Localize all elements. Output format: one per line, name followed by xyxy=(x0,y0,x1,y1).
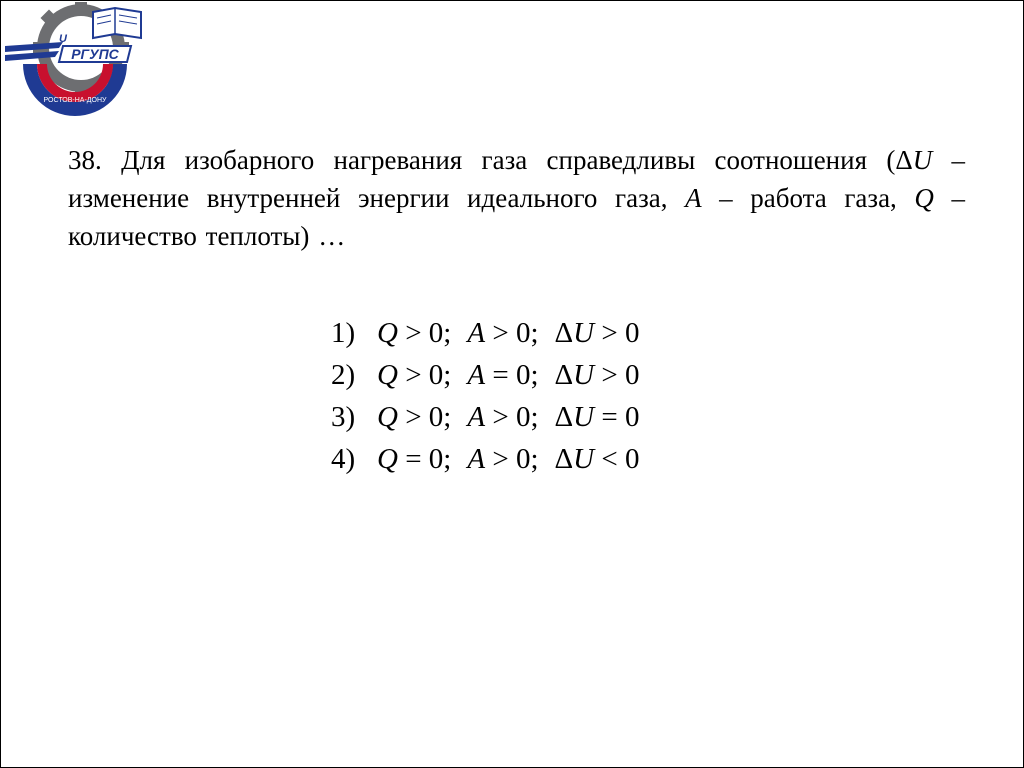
question-number: 38. xyxy=(68,145,102,175)
u-term: ΔU > 0 xyxy=(554,317,640,349)
q-term: Q > 0; xyxy=(377,317,452,349)
option-number: 3) xyxy=(331,401,356,433)
q-term: Q > 0; xyxy=(377,401,452,433)
a-term: A > 0; xyxy=(467,317,539,349)
option-2 xyxy=(331,354,639,396)
a-term: A = 0; xyxy=(467,359,539,391)
answer-options xyxy=(331,312,639,480)
svg-text:U: U xyxy=(59,33,67,45)
u-term: ΔU > 0 xyxy=(554,359,640,391)
option-4 xyxy=(331,438,639,480)
option-number: 4) xyxy=(331,443,356,475)
question-text: 38. Для изобарного нагревания газа справедливы соотношения (ΔU – изменение внутренней энергии идеального газа, A – работа газа, Q – количество теплоты) … xyxy=(68,145,966,251)
option-3 xyxy=(331,396,639,438)
rgups-logo xyxy=(3,2,153,117)
svg-text:РГУПС: РГУПС xyxy=(71,46,119,62)
u-term: ΔU < 0 xyxy=(554,443,640,475)
u-term: ΔU = 0 xyxy=(554,401,640,433)
option-1 xyxy=(331,312,639,354)
option-number: 1) xyxy=(331,317,356,349)
symbol-a: A xyxy=(685,183,702,213)
q-term: Q = 0; xyxy=(377,443,452,475)
svg-text:РОСТОВ-НА-ДОНУ: РОСТОВ-НА-ДОНУ xyxy=(43,97,107,104)
symbol-q: Q xyxy=(914,183,934,213)
q-term: Q > 0; xyxy=(377,359,452,391)
symbol-u: U xyxy=(912,145,933,175)
a-term: A > 0; xyxy=(467,443,539,475)
book-icon xyxy=(93,8,141,38)
a-term: A > 0; xyxy=(467,401,539,433)
option-number: 2) xyxy=(331,359,356,391)
